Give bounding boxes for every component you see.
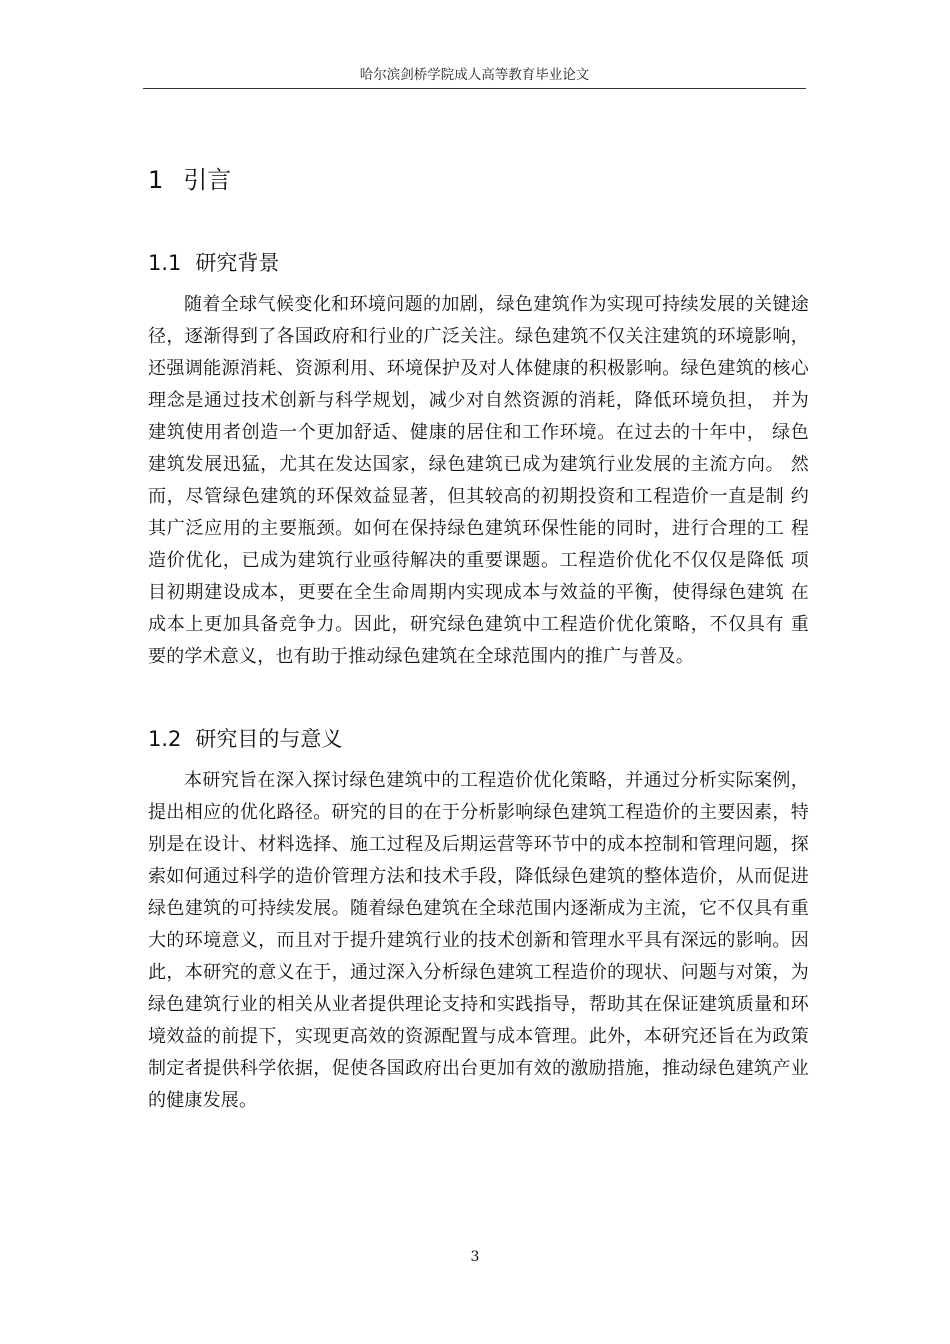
- page-header: [143, 66, 806, 89]
- section-title-text: 研究目的与意义: [195, 727, 343, 751]
- chapter-title: [148, 164, 231, 196]
- section-title-1-2: [148, 724, 342, 754]
- section-1-2-paragraph: 本研究旨在深入探讨绿色建筑中的工程造价优化策略，并通过分析实际案例，提出相应的优化路径。研究的目的在于分析影响绿色建筑工程造价的主要因素，特别是在设计、材料选择、施工过程及后期运营等环节中的成本控制和管理问题，探索如何通过科学的造价管理方法和技术手段，降低绿色建筑的整体造价，从而促进绿色建筑的可持续发展。随着绿色建筑在全球范围内逐渐成为主流，它不仅具有重大的环境意义，而且对于提升建筑行业的技术创新和管理水平具有深远的影响。因此，本研究的意义在于，通过深入分析绿色建筑工程造价的现状、问题与对策，为绿色建筑行业的相关从业者提供理论支持和实践指导，帮助其在保证建筑质量和环境效益的前提下，实现更高效的资源配置与成本管理。此外，本研究还旨在为政策制定者提供科学依据，促使各国政府出台更加有效的激励措施，推动绿色建筑产业的健康发展。: [148, 770, 809, 1111]
- chapter-title-text: 引言: [183, 166, 232, 194]
- section-number: 1.2: [148, 727, 182, 751]
- chapter-number: 1: [148, 166, 164, 194]
- header-title: 哈尔滨剑桥学院成人高等教育毕业论文: [359, 67, 590, 83]
- section-title-1-1: [148, 248, 279, 278]
- section-title-text: 研究背景: [195, 251, 280, 275]
- section-1-1-paragraph: 随着全球气候变化和环境问题的加剧，绿色建筑作为实现可持续发展的关键途径，逐渐得到了各国政府和行业的广泛关注。绿色建筑不仅关注建筑的环境影响，还强调能源消耗、资源利用、环境保护及对人体健康的积极影响。绿色建筑的核心理念是通过技术创新与科学规划，减少对自然资源的消耗，降低环境负担， 并为建筑使用者创造一个更加舒适、健康的居住和工作环境。在过去的十年中， 绿色建筑发展迅猛，尤其在发达国家，绿色建筑已成为建筑行业发展的主流方向。 然而，尽管绿色建筑的环保效益显著，但其较高的初期投资和工程造价一直是制 约其广泛应用的主要瓶颈。如何在保持绿色建筑环保性能的同时，进行合理的工 程造价优化，已成为建筑行业亟待解决的重要课题。工程造价优化不仅仅是降低 项目初期建设成本，更要在全生命周期内实现成本与效益的平衡，使得绿色建筑 在成本上更加具备竞争力。因此，研究绿色建筑中工程造价优化策略，不仅具有 重要的学术意义，也有助于推动绿色建筑在全球范围内的推广与普及。: [148, 294, 809, 667]
- page-number: 3: [470, 1249, 480, 1265]
- section-number: 1.1: [148, 251, 182, 275]
